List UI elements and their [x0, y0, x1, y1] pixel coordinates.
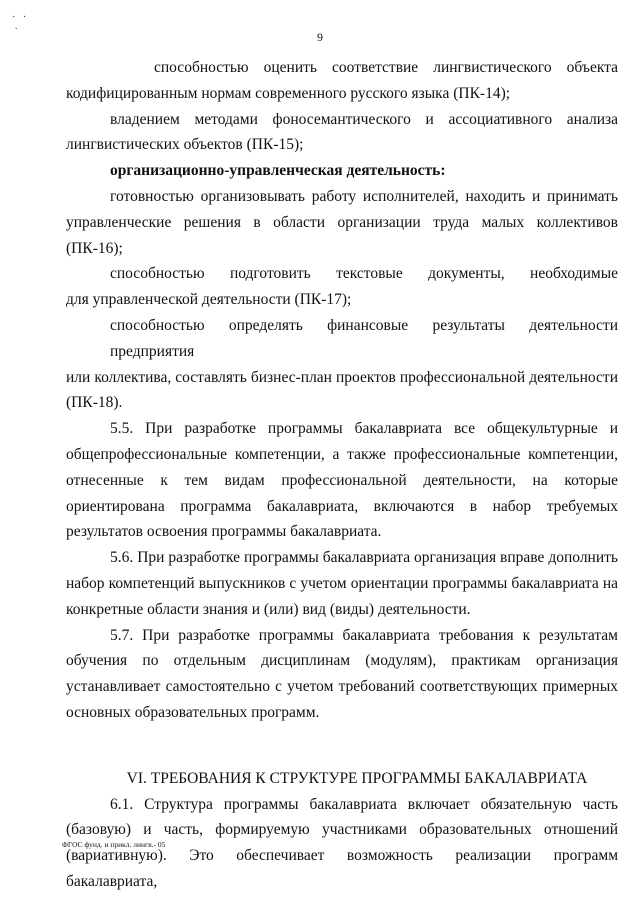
- text-line: (вариативную). Это обеспечивает возможность реализации программ бакалавриата,: [66, 847, 618, 890]
- text-line: владением методами фоносемантического и ассоциативного анализа: [110, 110, 618, 128]
- text-line: устанавливает самостоятельно с учетом требований соответствующих примерных: [66, 678, 618, 696]
- text-line: 5.5. При разработке программы бакалавриата все общекультурные и: [110, 420, 618, 438]
- text-line: 5.7. При разработке программы бакалавриата требования к результатам: [110, 626, 618, 644]
- footer-code: ФГОС фунд. и прикл. лингв.- 05: [62, 840, 166, 849]
- scan-specks: · · ·: [12, 12, 27, 35]
- text-line: 5.6. При разработке программы бакалавриата организация вправе дополнить: [110, 549, 618, 567]
- text-line: отнесенные к тем видам профессиональной деятельности, на которые: [66, 471, 618, 489]
- section-heading: VI. ТРЕБОВАНИЯ К СТРУКТУРЕ ПРОГРАММЫ БАКАЛАВРИАТА: [126, 769, 588, 787]
- text-line: готовностью организовывать работу исполнителей, находить и принимать: [110, 187, 618, 205]
- text-line: (базовую) и часть, формируемую участниками образовательных отношений: [66, 821, 618, 839]
- paragraph-pk18: [66, 313, 618, 416]
- text-line: результатов освоения программы бакалавриата.: [66, 523, 382, 541]
- text-line: основных образовательных программ.: [66, 703, 320, 721]
- text-line: способностью подготовить текстовые документы, необходимые: [110, 265, 618, 283]
- text-line: 6.1. Структура программы бакалавриата включает обязательную часть: [110, 795, 618, 813]
- paragraph-pk16: [66, 184, 618, 261]
- paragraph-pk14: [66, 55, 618, 107]
- paragraph-5-6: [66, 545, 618, 622]
- page-number: 9: [317, 30, 323, 44]
- text-line: управленческие решения в области организации труда малых коллективов (ПК-16);: [66, 213, 618, 257]
- paragraph-pk15: [66, 107, 618, 159]
- text-line: для управленческой деятельности (ПК-17);: [66, 291, 352, 309]
- text-line: набор компетенций выпускников с учетом ориентации программы бакалавриата на: [66, 574, 618, 592]
- text-line: (ПК-18).: [66, 394, 123, 412]
- section-subtitle: организационно-управленческая деятельность:: [110, 162, 446, 180]
- text-line: или коллектива, составлять бизнес-план проектов профессиональной деятельности: [66, 368, 618, 386]
- page-content: [66, 55, 618, 895]
- paragraph-pk17: [66, 261, 618, 313]
- text-line: способностью оценить соответствие лингвистического объекта: [154, 59, 618, 76]
- text-line: способностью определять финансовые результаты деятельности предприятия: [110, 316, 618, 360]
- paragraph-5-7: [66, 623, 618, 726]
- text-line: ориентирована программа бакалавриата, включаются в набор требуемых: [66, 497, 618, 515]
- text-line: кодифицированным нормам современного русского языка (ПК-14);: [66, 84, 511, 102]
- paragraph-5-5: [66, 416, 618, 545]
- text-line: общепрофессиональные компетенции, а также профессиональные компетенции,: [66, 445, 618, 463]
- text-line: лингвистических объектов (ПК-15);: [66, 136, 304, 154]
- text-line: конкретные области знания и (или) вид (виды) деятельности.: [66, 600, 471, 618]
- text-line: обучения по отдельным дисциплинам (модулям), практикам организация: [66, 652, 618, 670]
